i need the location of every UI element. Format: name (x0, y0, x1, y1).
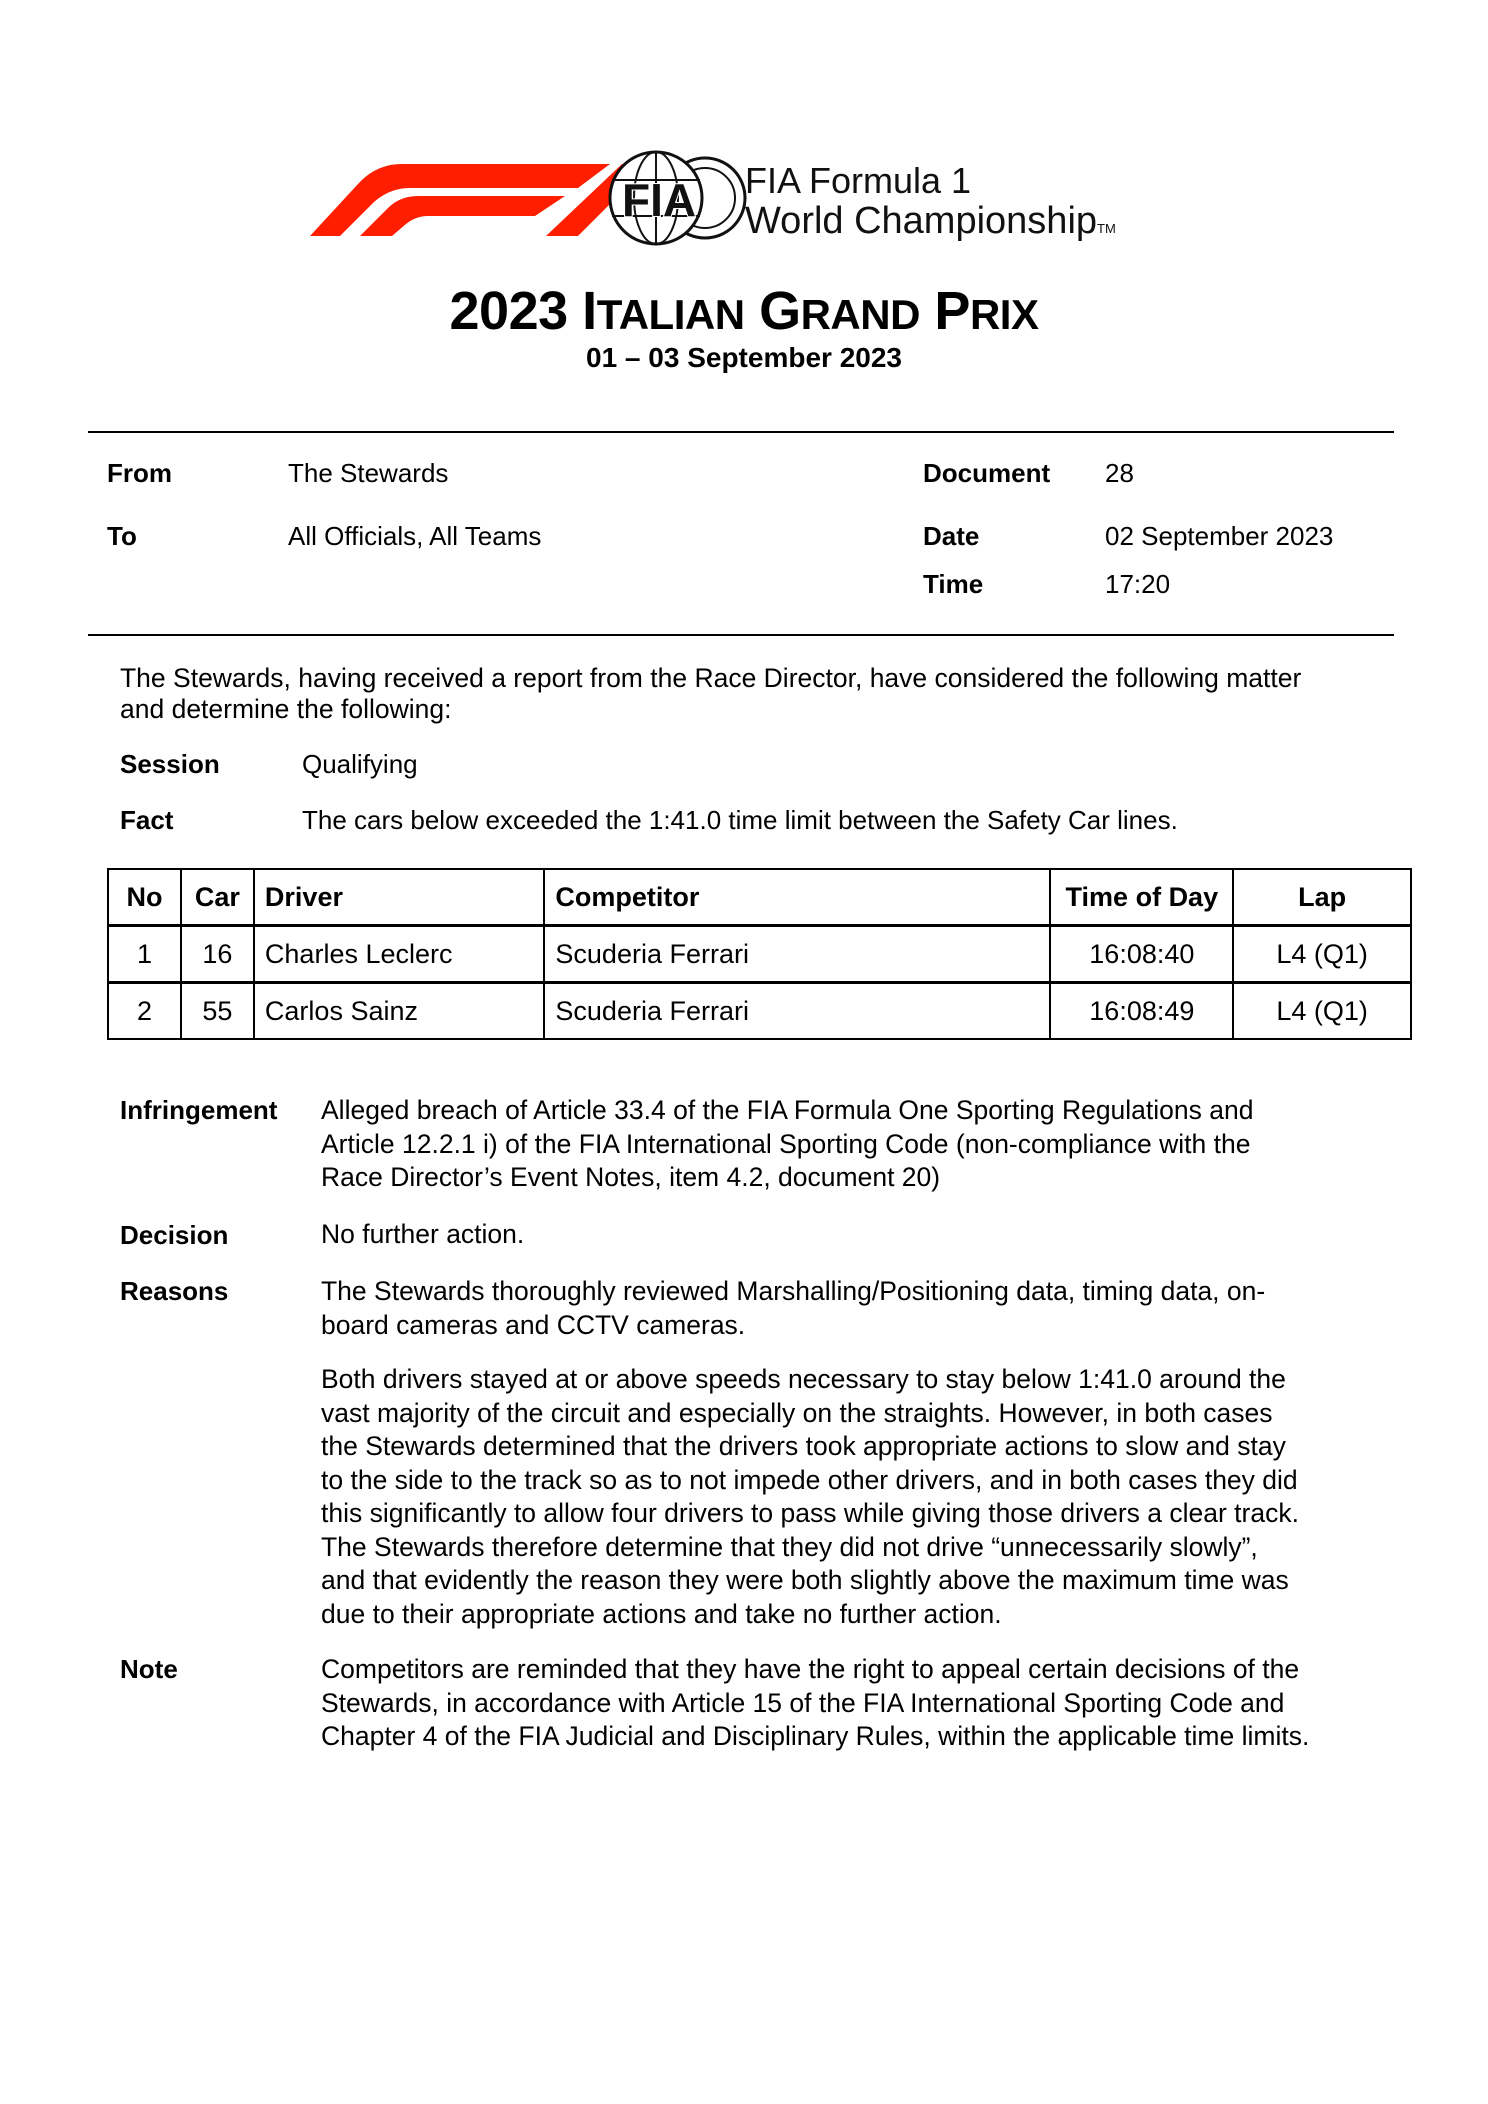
divider-top (88, 431, 1394, 433)
reasons-line: The Stewards thoroughly reviewed Marshalling/Positioning data, timing data, on- (321, 1276, 1266, 1306)
table-row (108, 926, 1411, 983)
cell-no: 2 (108, 983, 181, 1040)
fia-emblem (610, 152, 745, 244)
cell-competitor: Scuderia Ferrari (544, 926, 1050, 983)
session-label: Session (120, 749, 220, 779)
title-word-grand: GRAND (759, 281, 920, 341)
cell-time: 16:08:40 (1050, 926, 1233, 983)
reasons-paragraph-2 (321, 1363, 1299, 1631)
from-value: The Stewards (288, 458, 449, 488)
col-header-driver: Driver (254, 869, 544, 926)
note-line: Competitors are reminded that they have the right to appeal certain decisions of the (321, 1654, 1300, 1684)
event-dates: 01 – 03 September 2023 (586, 342, 902, 373)
to-value: All Officials, All Teams (288, 521, 542, 551)
reasons-line: this significantly to allow four drivers to pass while giving those drivers a clear track. (321, 1498, 1299, 1528)
reasons-line: the Stewards determined that the drivers took appropriate actions to slow and stay (321, 1431, 1286, 1461)
title-year: 2023 (449, 281, 568, 341)
time-value: 17:20 (1105, 569, 1171, 599)
cell-driver: Carlos Sainz (254, 983, 544, 1040)
from-label: From (107, 458, 172, 488)
reasons-line: board cameras and CCTV cameras. (321, 1309, 746, 1340)
fact-label: Fact (120, 805, 174, 835)
reasons-line: Both drivers stayed at or above speeds necessary to stay below 1:41.0 around the (321, 1364, 1286, 1394)
f1-fia-logo (310, 150, 1190, 260)
table-row (108, 983, 1411, 1040)
fact-value: The cars below exceeded the 1:41.0 time limit between the Safety Car lines. (302, 805, 1178, 835)
logo-line1: FIA Formula 1 (745, 160, 972, 201)
intro-line: and determine the following: (120, 693, 452, 724)
reasons-line: vast majority of the circuit and especially on the straights. However, in both cases (321, 1397, 1273, 1428)
offences-table (107, 868, 1412, 1040)
note-text (321, 1653, 1309, 1754)
reasons-label: Reasons (120, 1276, 229, 1306)
date-label: Date (923, 521, 980, 551)
cell-driver: Charles Leclerc (254, 926, 544, 983)
col-header-time-of-day: Time of Day (1050, 869, 1233, 926)
col-header-lap: Lap (1233, 869, 1411, 926)
infringement-line: Article 12.2.1 i) of the FIA International Sporting Code (non-compliance with the (321, 1128, 1251, 1159)
table-header-row (108, 869, 1411, 926)
document-label: Document (923, 458, 1051, 488)
f1-mark-middle (360, 196, 565, 236)
note-line: Stewards, in accordance with Article 15 of the FIA International Sporting Code and (321, 1687, 1285, 1718)
reasons-line: to the side to the track so as to not impede other drivers, and in both cases they did (321, 1464, 1298, 1495)
cell-lap: L4 (Q1) (1233, 926, 1411, 983)
reasons-line: The Stewards therefore determine that they did not drive “unnecessarily slowly”, (321, 1531, 1258, 1562)
logo-line2 (745, 200, 1116, 243)
cell-lap: L4 (Q1) (1233, 983, 1411, 1040)
cell-car: 55 (181, 983, 254, 1040)
cell-time: 16:08:49 (1050, 983, 1233, 1040)
intro-paragraph (120, 662, 1301, 726)
infringement-text (321, 1094, 1253, 1195)
session-value: Qualifying (302, 749, 418, 779)
page-title (0, 280, 1488, 342)
reasons-line: and that evidently the reason they were both slightly above the maximum time was (321, 1565, 1289, 1595)
infringement-label: Infringement (120, 1095, 278, 1125)
infringement-line: Alleged breach of Article 33.4 of the FIA Formula One Sporting Regulations and (321, 1095, 1254, 1125)
document-value: 28 (1105, 458, 1134, 488)
reasons-paragraph-1 (321, 1275, 1265, 1342)
divider-bottom (88, 634, 1394, 636)
title-word-prix: PRIX (934, 281, 1039, 341)
note-line: Chapter 4 of the FIA Judicial and Disciplinary Rules, within the applicable time limits. (321, 1721, 1310, 1751)
infringement-line: Race Director’s Event Notes, item 4.2, document 20) (321, 1162, 941, 1192)
time-label: Time (923, 569, 984, 599)
cell-no: 1 (108, 926, 181, 983)
intro-line: The Stewards, having received a report from the Race Director, have considered the following matter (120, 663, 1302, 693)
col-header-competitor: Competitor (544, 869, 1050, 926)
cell-car: 16 (181, 926, 254, 983)
cell-competitor: Scuderia Ferrari (544, 983, 1050, 1040)
title-word-italian: ITALIAN (582, 281, 745, 341)
trademark: TM (1097, 221, 1116, 236)
logo-line2-text: World Championship (745, 200, 1098, 242)
col-header-no: No (108, 869, 181, 926)
col-header-car: Car (181, 869, 254, 926)
svg-text:FIA: FIA (622, 174, 697, 226)
decision-value: No further action. (321, 1219, 525, 1249)
reasons-line: due to their appropriate actions and take no further action. (321, 1598, 1002, 1629)
note-label: Note (120, 1654, 178, 1684)
decision-label: Decision (120, 1220, 229, 1250)
to-label: To (107, 521, 137, 551)
date-value: 02 September 2023 (1105, 521, 1334, 551)
